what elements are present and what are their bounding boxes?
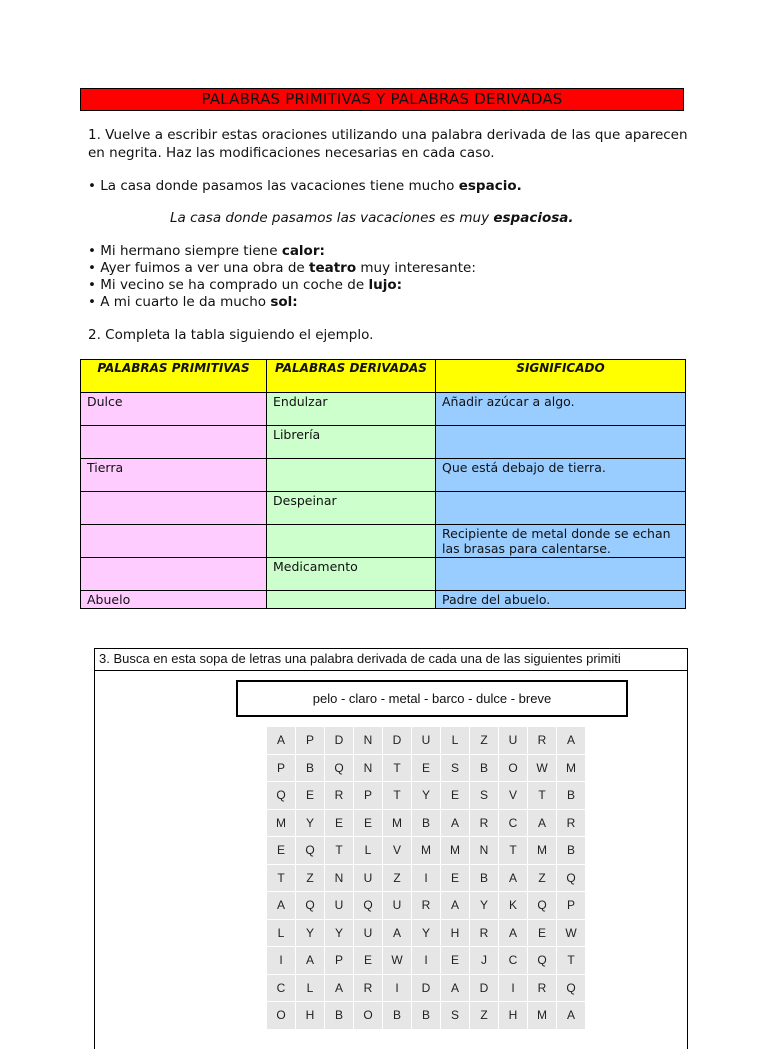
sentence-bold-word: teatro <box>309 260 357 276</box>
letter-cell[interactable]: R <box>528 975 557 1003</box>
letter-cell[interactable]: I <box>499 975 528 1003</box>
letter-cell[interactable]: A <box>296 947 325 975</box>
letter-cell[interactable]: B <box>383 1002 412 1030</box>
cell-meaning: Padre del abuelo. <box>436 591 686 609</box>
letter-cell[interactable]: V <box>383 837 412 865</box>
letter-cell[interactable]: M <box>528 1002 557 1030</box>
letter-cell[interactable]: R <box>528 727 557 755</box>
letter-cell[interactable]: P <box>325 947 354 975</box>
cell-meaning: Que está debajo de tierra. <box>436 459 686 492</box>
letter-cell[interactable]: A <box>499 920 528 948</box>
letter-cell[interactable]: E <box>296 782 325 810</box>
letter-cell[interactable]: E <box>267 837 296 865</box>
sentence-text: • A mi cuarto le da mucho <box>88 294 271 310</box>
letter-cell[interactable]: Y <box>325 920 354 948</box>
table-row <box>81 558 686 591</box>
sentence-text: • Mi hermano siempre tiene <box>88 243 282 259</box>
letter-cell[interactable]: B <box>325 1002 354 1030</box>
example-answer <box>170 210 574 226</box>
sentence-bold-word: sol: <box>270 294 298 310</box>
letter-cell[interactable]: Q <box>528 947 557 975</box>
letter-cell[interactable]: C <box>267 975 296 1003</box>
letter-cell[interactable]: Q <box>267 782 296 810</box>
letter-cell[interactable]: J <box>470 947 499 975</box>
letter-cell[interactable]: B <box>470 755 499 783</box>
letter-cell[interactable]: R <box>557 810 586 838</box>
letter-cell[interactable]: T <box>325 837 354 865</box>
cell-meaning[interactable] <box>436 558 686 591</box>
sentence-text: • Mi vecino se ha comprado un coche de <box>88 277 369 293</box>
example-bold-word: espacio. <box>458 178 522 194</box>
letter-cell[interactable]: A <box>325 975 354 1003</box>
cell-primitive: Dulce <box>81 393 267 426</box>
sentence-text: • Ayer fuimos a ver una obra de <box>88 260 309 276</box>
letter-cell[interactable]: R <box>325 782 354 810</box>
letter-cell[interactable]: U <box>354 865 383 893</box>
letter-cell[interactable]: Y <box>412 920 441 948</box>
letter-cell[interactable]: Q <box>296 837 325 865</box>
sentence-bold-word: calor: <box>281 243 325 259</box>
letter-cell[interactable]: P <box>557 892 586 920</box>
letter-cell[interactable]: D <box>383 727 412 755</box>
letter-cell[interactable]: E <box>412 755 441 783</box>
letter-grid <box>267 727 586 1030</box>
letter-cell[interactable]: S <box>441 755 470 783</box>
letter-cell[interactable]: A <box>383 920 412 948</box>
letter-cell[interactable]: N <box>325 865 354 893</box>
cell-derived: Medicamento <box>267 558 436 591</box>
word-search-exercise <box>94 648 688 1049</box>
table-row <box>81 426 686 459</box>
example-answer-bold: espaciosa. <box>493 210 574 226</box>
table-row <box>81 591 686 609</box>
letter-cell[interactable]: T <box>499 837 528 865</box>
letter-cell[interactable]: U <box>354 920 383 948</box>
letter-cell[interactable]: M <box>412 837 441 865</box>
exercise-1-sentences <box>88 243 476 311</box>
letter-cell[interactable]: A <box>441 975 470 1003</box>
sentence-item <box>88 294 476 311</box>
letter-cell[interactable]: A <box>557 1002 586 1030</box>
letter-cell[interactable]: T <box>528 782 557 810</box>
header-primitive: PALABRAS PRIMITIVAS <box>81 360 267 393</box>
letter-cell[interactable]: N <box>470 837 499 865</box>
header-derived: PALABRAS DERIVADAS <box>267 360 436 393</box>
letter-cell[interactable]: V <box>499 782 528 810</box>
cell-meaning[interactable] <box>436 426 686 459</box>
letter-cell[interactable]: P <box>267 755 296 783</box>
letter-cell[interactable]: R <box>412 892 441 920</box>
letter-cell[interactable]: Q <box>528 892 557 920</box>
letter-cell[interactable]: Q <box>557 865 586 893</box>
table-row <box>81 459 686 492</box>
cell-primitive[interactable] <box>81 525 267 558</box>
letter-cell[interactable]: U <box>383 892 412 920</box>
letter-cell[interactable]: W <box>528 755 557 783</box>
example-text: • La casa donde pasamos las vacaciones tiene mucho <box>88 178 459 194</box>
sentence-text-end: muy interesante: <box>356 260 476 276</box>
cell-derived: Librería <box>267 426 436 459</box>
letter-cell[interactable]: R <box>470 810 499 838</box>
letter-cell[interactable]: H <box>441 920 470 948</box>
letter-cell[interactable]: I <box>267 947 296 975</box>
table-row <box>81 492 686 525</box>
letter-cell[interactable]: E <box>528 920 557 948</box>
letter-cell[interactable]: Q <box>354 892 383 920</box>
letter-cell[interactable]: A <box>267 892 296 920</box>
letter-cell[interactable]: T <box>383 755 412 783</box>
exercise-1-instructions: 1. Vuelve a escribir estas oraciones utilizando una palabra derivada de las que aparecen en negrita. Haz las modificaciones necesarias en cada caso. <box>88 127 688 161</box>
letter-cell[interactable]: R <box>354 975 383 1003</box>
letter-cell[interactable]: Q <box>557 975 586 1003</box>
cell-derived: Endulzar <box>267 393 436 426</box>
letter-cell[interactable]: W <box>557 920 586 948</box>
cell-primitive: Abuelo <box>81 591 267 609</box>
letter-cell[interactable]: A <box>441 892 470 920</box>
letter-cell[interactable]: W <box>383 947 412 975</box>
sentence-bold-word: lujo: <box>368 277 402 293</box>
divider <box>95 670 687 671</box>
letter-cell[interactable]: Q <box>296 892 325 920</box>
letter-cell[interactable]: M <box>267 810 296 838</box>
cell-primitive[interactable] <box>81 426 267 459</box>
letter-cell[interactable]: M <box>528 837 557 865</box>
cell-derived[interactable] <box>267 459 436 492</box>
letter-cell[interactable]: T <box>267 865 296 893</box>
example-answer-text: La casa donde pasamos las vacaciones es muy <box>170 210 494 226</box>
letter-cell[interactable]: K <box>499 892 528 920</box>
page-title: PALABRAS PRIMITIVAS Y PALABRAS DERIVADAS <box>80 88 684 111</box>
cell-primitive[interactable] <box>81 558 267 591</box>
letter-cell[interactable]: B <box>412 810 441 838</box>
letter-cell[interactable]: B <box>412 1002 441 1030</box>
letter-cell[interactable]: Q <box>325 755 354 783</box>
sentence-item <box>88 277 476 294</box>
sentence-item <box>88 260 476 277</box>
letter-cell[interactable]: A <box>557 727 586 755</box>
letter-cell[interactable]: B <box>470 865 499 893</box>
letter-cell[interactable]: O <box>499 755 528 783</box>
letter-cell[interactable]: B <box>557 837 586 865</box>
letter-cell[interactable]: R <box>470 920 499 948</box>
sentence-item <box>88 243 476 260</box>
table-row <box>81 393 686 426</box>
letter-cell[interactable]: N <box>354 755 383 783</box>
letter-cell[interactable]: S <box>470 782 499 810</box>
letter-cell[interactable]: D <box>470 975 499 1003</box>
letter-cell[interactable]: U <box>412 727 441 755</box>
letter-cell[interactable]: A <box>499 865 528 893</box>
letter-cell[interactable]: E <box>354 947 383 975</box>
cell-meaning[interactable] <box>436 492 686 525</box>
letter-cell[interactable]: Y <box>296 810 325 838</box>
letter-cell[interactable]: L <box>296 975 325 1003</box>
letter-cell[interactable]: T <box>383 782 412 810</box>
letter-cell[interactable]: U <box>325 892 354 920</box>
letter-cell[interactable]: A <box>267 727 296 755</box>
letter-cell[interactable]: T <box>557 947 586 975</box>
letter-cell[interactable]: N <box>354 727 383 755</box>
cell-derived[interactable] <box>267 591 436 609</box>
letter-cell[interactable]: M <box>441 837 470 865</box>
letter-cell[interactable]: Y <box>296 920 325 948</box>
letter-cell[interactable]: D <box>412 975 441 1003</box>
letter-cell[interactable]: Z <box>528 865 557 893</box>
letter-cell[interactable]: C <box>499 810 528 838</box>
letter-cell[interactable]: H <box>499 1002 528 1030</box>
letter-cell[interactable]: I <box>383 975 412 1003</box>
example-sentence <box>88 177 522 195</box>
letter-cell[interactable]: M <box>383 810 412 838</box>
letter-cell[interactable]: Y <box>412 782 441 810</box>
letter-cell[interactable]: A <box>528 810 557 838</box>
cell-meaning: Añadir azúcar a algo. <box>436 393 686 426</box>
exercise-3-instructions: 3. Busca en esta sopa de letras una palabra derivada de cada una de las siguientes primiti <box>99 651 621 666</box>
letter-cell[interactable]: L <box>354 837 383 865</box>
letter-cell[interactable]: Z <box>470 1002 499 1030</box>
exercise-2-instructions: 2. Completa la tabla siguiendo el ejemplo. <box>88 327 374 343</box>
letter-cell[interactable]: U <box>499 727 528 755</box>
word-list-box: pelo - claro - metal - barco - dulce - breve <box>236 680 628 717</box>
letter-cell[interactable]: O <box>267 1002 296 1030</box>
letter-cell[interactable]: H <box>296 1002 325 1030</box>
letter-cell[interactable]: P <box>354 782 383 810</box>
header-meaning: SIGNIFICADO <box>436 360 686 393</box>
letter-cell[interactable]: E <box>441 782 470 810</box>
letter-cell[interactable]: S <box>441 1002 470 1030</box>
letter-cell[interactable]: L <box>267 920 296 948</box>
letter-cell[interactable]: Z <box>296 865 325 893</box>
letter-cell[interactable]: B <box>557 782 586 810</box>
letter-cell[interactable]: Z <box>383 865 412 893</box>
letter-cell[interactable]: A <box>441 810 470 838</box>
letter-cell[interactable]: P <box>296 727 325 755</box>
letter-cell[interactable]: Y <box>470 892 499 920</box>
derivation-table <box>80 359 686 609</box>
letter-cell[interactable]: E <box>325 810 354 838</box>
letter-cell[interactable]: E <box>441 947 470 975</box>
letter-cell[interactable]: L <box>441 727 470 755</box>
letter-cell[interactable]: I <box>412 865 441 893</box>
cell-primitive[interactable] <box>81 492 267 525</box>
letter-cell[interactable]: M <box>557 755 586 783</box>
cell-derived[interactable] <box>267 525 436 558</box>
letter-cell[interactable]: E <box>354 810 383 838</box>
letter-cell[interactable]: I <box>412 947 441 975</box>
table-row <box>81 525 686 558</box>
letter-cell[interactable]: Z <box>470 727 499 755</box>
cell-derived: Despeinar <box>267 492 436 525</box>
cell-meaning: Recipiente de metal donde se echan las brasas para calentarse. <box>436 525 686 558</box>
letter-cell[interactable]: B <box>296 755 325 783</box>
letter-cell[interactable]: C <box>499 947 528 975</box>
letter-cell[interactable]: O <box>354 1002 383 1030</box>
cell-primitive: Tierra <box>81 459 267 492</box>
letter-cell[interactable]: E <box>441 865 470 893</box>
letter-cell[interactable]: D <box>325 727 354 755</box>
